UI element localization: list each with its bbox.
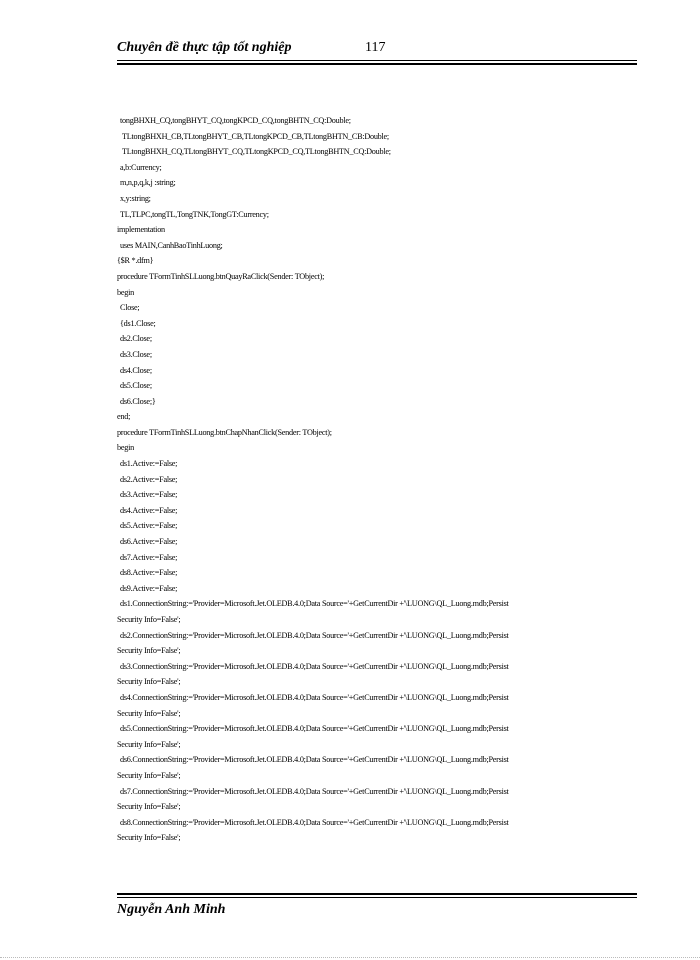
code-line: Security Info=False'; xyxy=(117,708,181,718)
code-line: ds4.ConnectionString:='Provider=Microsoft.Jet.OLEDB.4.0;Data Source='+GetCurrentDir +'\LUONG\QL_Luong.mdb;Persist xyxy=(120,692,509,702)
code-line: ds6.Close;} xyxy=(120,396,156,406)
code-line: procedure TFormTinhSLLuong.btnChapNhanClick(Sender: TObject); xyxy=(117,427,332,437)
code-line: Security Info=False'; xyxy=(117,646,181,656)
code-line: TL,TLPC,tongTL,TongTNK,TongGT:Currency; xyxy=(120,209,269,219)
code-line: Security Info=False'; xyxy=(117,615,181,624)
header-rule-thick xyxy=(117,63,637,65)
code-line: Security Info=False'; xyxy=(117,833,181,843)
code-line: tongBHXH_CQ,tongBHYT_CQ,tongKPCD_CQ,tongBHTN_CQ:Double; xyxy=(120,116,351,125)
code-line: ds7.Active:=False; xyxy=(120,552,178,562)
code-line: Close; xyxy=(120,303,140,313)
code-line: ds3.ConnectionString:='Provider=Microsoft.Jet.OLEDB.4.0;Data Source='+GetCurrentDir +'\LUONG\QL_Luong.mdb;Persist xyxy=(120,661,509,671)
code-listing xyxy=(117,113,637,846)
author-name: Nguyễn Anh Minh xyxy=(117,902,226,917)
code-line: ds2.Active:=False; xyxy=(120,474,178,484)
code-line: ds7.ConnectionString:='Provider=Microsoft.Jet.OLEDB.4.0;Data Source='+GetCurrentDir +'\LUONG\QL_Luong.mdb;Persist xyxy=(120,786,509,796)
footer-rule-thick xyxy=(117,893,637,895)
code-line: begin xyxy=(117,287,134,297)
code-line: Security Info=False'; xyxy=(117,770,181,780)
code-line: ds2.Close; xyxy=(120,334,152,344)
code-line: ds4.Close; xyxy=(120,365,152,375)
code-line: ds1.ConnectionString:='Provider=Microsoft.Jet.OLEDB.4.0;Data Source='+GetCurrentDir +'\LUONG\QL_Luong.mdb;Persist xyxy=(120,599,509,609)
code-line: ds3.Close; xyxy=(120,349,152,359)
code-line: uses MAIN,CanhBaoTinhLuong; xyxy=(120,240,223,250)
code-line: ds2.ConnectionString:='Provider=Microsoft.Jet.OLEDB.4.0;Data Source='+GetCurrentDir +'\LUONG\QL_Luong.mdb;Persist xyxy=(120,630,509,640)
page-header xyxy=(117,40,637,62)
code-line: begin xyxy=(117,443,134,453)
code-line: Security Info=False'; xyxy=(117,739,181,749)
code-line: ds6.ConnectionString:='Provider=Microsoft.Jet.OLEDB.4.0;Data Source='+GetCurrentDir +'\LUONG\QL_Luong.mdb;Persist xyxy=(120,755,509,765)
code-line: a,b:Currency; xyxy=(120,162,162,172)
code-line: Security Info=False'; xyxy=(117,677,181,687)
code-line: m,n,p,q,k,j :string; xyxy=(120,178,176,188)
code-line: {ds1.Close; xyxy=(120,318,156,328)
code-line: end; xyxy=(117,412,131,422)
footer-rule-thin xyxy=(117,897,637,898)
code-line: implementation xyxy=(117,225,165,235)
code-line: TLtongBHXH_CB,TLtongBHYT_CB,TLtongKPCD_CB,TLtongBHTN_CB:Double; xyxy=(122,131,389,141)
code-line: ds1.Active:=False; xyxy=(120,459,178,469)
header-rule-thin xyxy=(117,60,637,61)
code-line: ds5.Close; xyxy=(120,381,152,391)
document-title: Chuyên đề thực tập tốt nghiệp xyxy=(117,40,292,55)
code-line: Security Info=False'; xyxy=(117,802,181,812)
code-line: ds5.ConnectionString:='Provider=Microsoft.Jet.OLEDB.4.0;Data Source='+GetCurrentDir +'\LUONG\QL_Luong.mdb;Persist xyxy=(120,724,509,734)
code-line: ds4.Active:=False; xyxy=(120,505,178,515)
code-line: x,y:string; xyxy=(120,193,151,203)
page-bottom-border xyxy=(0,957,700,958)
code-line: ds9.Active:=False; xyxy=(120,583,178,593)
code-line: ds8.ConnectionString:='Provider=Microsoft.Jet.OLEDB.4.0;Data Source='+GetCurrentDir +'\LUONG\QL_Luong.mdb;Persist xyxy=(120,817,509,827)
code-line: ds3.Active:=False; xyxy=(120,490,178,500)
code-line: {$R *.dfm} xyxy=(117,256,154,266)
code-line: ds6.Active:=False; xyxy=(120,537,178,547)
code-line: TLtongBHXH_CQ,TLtongBHYT_CQ,TLtongKPCD_CQ,TLtongBHTN_CQ:Double; xyxy=(122,147,391,157)
page-number: 117 xyxy=(365,40,386,55)
code-line: ds8.Active:=False; xyxy=(120,568,178,578)
code-line: procedure TFormTinhSLLuong.btnQuayRaClick(Sender: TObject); xyxy=(117,271,325,281)
code-line: ds5.Active:=False; xyxy=(120,521,178,531)
